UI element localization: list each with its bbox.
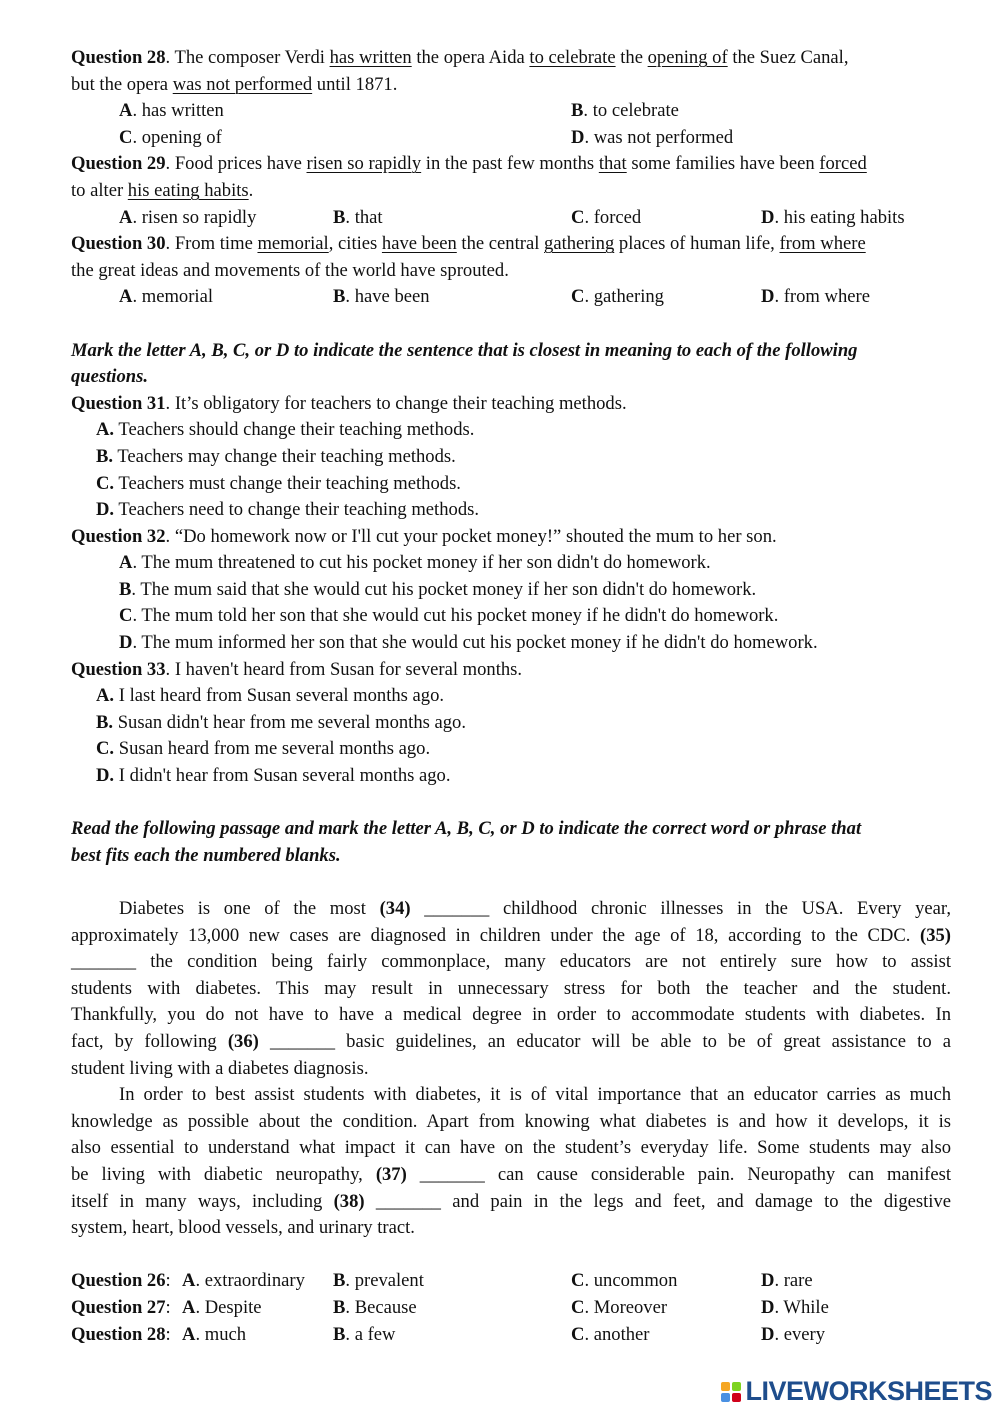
blank-34: (34) (379, 898, 411, 919)
underlined-phrase: have been (381, 233, 457, 255)
question-label: Question 28 (71, 47, 166, 68)
question-28-stem: Question 28. The composer Verdi has written the opera Aida to celebrate the opening of the Suez Canal, (71, 47, 849, 68)
reading-passage: Diabetes is one of the most (34) _______ childhood chronic illnesses in the USA. Every year, approximately 13,000 new cases are diagnosed in children under the age of 18, according to the CDC. (35) _______ the condition being fairly commonplace, many educators are not entirely sure how to assist students with diabetes. This may result in unnecessary stress for both the teacher and the student. Thankfully, you do not have to have a medical degree in order to accommodate students with diabetes. In fact, by following (36) _______ basic guidelines, an educator will be able to be of great assistance to a student living with a diabetes diagnosis. In order to best assist students with diabetes, it is of vital importance that an educator carries as much knowledge as possible about the condition. Apart from knowing what diabetes is and how it develops, it is also essential to understand what impact it can have on the student’s everyday life. Some students may also be living with diabetic neuropathy, (37) _______ can cause considerable pain. Neuropathy can manifest itself in many ways, including (38) _______ and pain in the legs and feet, and damage to the digestive system, heart, blood vessels, and urinary tract. (71, 898, 952, 1239)
option-b[interactable]: B. Teachers may change their teaching methods. (96, 445, 456, 467)
option-b[interactable]: B. Susan didn't hear from me several months ago. (96, 711, 466, 733)
section-instruction: questions. (71, 366, 148, 388)
underlined-phrase: gathering (544, 233, 615, 255)
option-c[interactable]: C. Moreover (571, 1296, 668, 1318)
option-b[interactable]: B. to celebrate (571, 100, 679, 122)
underlined-phrase: that (598, 153, 627, 175)
question-28-options-row2 (71, 125, 951, 152)
option-c[interactable]: C. opening of (119, 126, 222, 148)
question-32-stem: Question 32. “Do homework now or I'll cut your pocket money!” shouted the mum to her son. (71, 525, 777, 547)
underlined-phrase: forced (819, 153, 867, 175)
option-b[interactable]: B. Because (333, 1296, 417, 1318)
option-d[interactable]: D. was not performed (571, 126, 734, 148)
option-d[interactable]: D. The mum informed her son that she would cut his pocket money if he didn't do homework. (119, 632, 818, 654)
underlined-phrase: to celebrate (529, 47, 616, 68)
option-a[interactable]: A. much (182, 1323, 247, 1345)
underlined-phrase: has written (329, 47, 412, 68)
section-instruction: Read the following passage and mark the letter A, B, C, or D to indicate the correct word or phrase that (71, 818, 862, 840)
question-label: Question 30 (71, 233, 166, 255)
underlined-phrase: from where (779, 233, 866, 255)
logo-text: LIVEWORKSHEETS (745, 1376, 992, 1406)
option-c[interactable]: C. gathering (571, 286, 664, 308)
question-30-options (71, 284, 951, 311)
answer-row (71, 1322, 951, 1349)
blank-36: (36) (227, 1030, 259, 1052)
blank-35: (35) (920, 924, 951, 946)
underlined-phrase: was not performed (172, 73, 313, 95)
option-c[interactable]: C. another (571, 1323, 650, 1345)
question-label: Question 33 (71, 658, 166, 680)
option-b[interactable]: B. that (333, 206, 383, 228)
answer-question-label: Question 27: (71, 1296, 171, 1318)
section-instruction: best fits each the numbered blanks. (71, 844, 341, 866)
blank-38: (38) (333, 1190, 365, 1212)
option-c[interactable]: C. The mum told her son that she would cut his pocket money if he didn't do homework. (119, 605, 779, 627)
question-28-options-row1 (71, 98, 951, 125)
logo-grid-icon (721, 1382, 741, 1402)
option-a[interactable]: A. risen so rapidly (119, 206, 257, 228)
option-d[interactable]: D. I didn't hear from Susan several months ago. (96, 765, 451, 787)
question-29-stem: Question 29. Food prices have risen so rapidly in the past few months that some families have been forced (71, 153, 867, 175)
question-29-options (71, 205, 951, 232)
option-c[interactable]: C. forced (571, 206, 642, 228)
question-33-stem: Question 33. I haven't heard from Susan for several months. (71, 658, 523, 680)
underlined-phrase: memorial (257, 233, 329, 255)
option-d[interactable]: D. Teachers need to change their teaching methods. (96, 499, 479, 521)
option-c[interactable]: C. uncommon (571, 1270, 678, 1292)
underlined-phrase: opening of (647, 47, 728, 68)
option-d[interactable]: D. rare (761, 1270, 813, 1292)
option-b[interactable]: B. The mum said that she would cut his pocket money if her son didn't do homework. (119, 578, 757, 600)
question-label: Question 31 (71, 392, 166, 414)
question-label: Question 29 (71, 153, 166, 175)
option-c[interactable]: C. Susan heard from me several months ago. (96, 738, 431, 760)
blank-37: (37) (375, 1163, 407, 1185)
option-d[interactable]: D. While (761, 1296, 829, 1318)
option-a[interactable]: A. Teachers should change their teaching methods. (96, 419, 475, 441)
answer-question-label: Question 26: (71, 1270, 171, 1292)
answer-question-label: Question 28: (71, 1323, 171, 1345)
option-a[interactable]: A. has written (119, 100, 224, 122)
option-a[interactable]: A. The mum threatened to cut his pocket money if her son didn't do homework. (119, 552, 711, 574)
option-c[interactable]: C. Teachers must change their teaching methods. (96, 472, 461, 494)
question-label: Question 32 (71, 525, 166, 547)
answer-row (71, 1268, 951, 1295)
option-b[interactable]: B. a few (333, 1323, 396, 1345)
answer-row (71, 1295, 951, 1322)
question-31-stem: Question 31. It’s obligatory for teachers to change their teaching methods. (71, 392, 627, 414)
option-d[interactable]: D. his eating habits (761, 206, 905, 228)
option-a[interactable]: A. extraordinary (182, 1270, 305, 1292)
option-d[interactable]: D. every (761, 1323, 826, 1345)
question-30-stem: Question 30. From time memorial, cities have been the central gathering places of human life, from where (71, 233, 866, 255)
worksheet-page: Question 28. The composer Verdi has written the opera Aida to celebrate the opening of the Suez Canal, but the opera was not performed until 1871. A. has written B. to celebrate C. opening of D. was not performed Question 29. Food prices have risen so rapidly in the past few months that some families have been forced to alter his eating habits. A. risen so rapidly B. that C. forced D. his eating habits Question 30. From time memorial, cities have been the central gathering places of human life, from where the great ideas and movements of the world have sprouted. A. memorial B. have been C. gathering D. from where Mark the letter A, B, C, or D to indicate the sentence that is closest in meaning to each of the following questions. Question 31. It’s obligatory for teachers to change their teaching methods. A. Teachers should change their teaching methods. B. Teachers may change their teaching methods. C. Teachers must change their teaching methods. D. Teachers need to change their teaching methods. Question 32. “Do homework now or I'll cut your pocket money!” shouted the mum to her son. A. The mum threatened to cut his pocket money if her son didn't do homework. B. The mum said that she would cut his pocket money if her son didn't do homework. C. The mum told her son that she would cut his pocket money if he didn't do homework. D. The mum informed her son that she would cut his pocket money if he didn't do homework. Question 33. I haven't heard from Susan for several months. A. I last heard from Susan several months ago. B. Susan didn't hear from me several months ago. C. Susan heard from me several months ago. D. I didn't hear from Susan several months ago. Read the following passage and mark the letter A, B, C, or D to indicate the correct word or phrase that best fits each the numbered blanks. Diabetes is one of the most (34) _______ childhood chronic illnesses in the USA. Every year, approximately 13,000 new cases are diagnosed in children under the age of 18, according to the CDC. (35) _______ the condition being fairly commonplace, many educators are not entirely sure how to assist students with diabetes. This may result in unnecessary stress for both the teacher and the student. Thankfully, you do not have to have a medical degree in order to accommodate students with diabetes. In fact, by following (36) _______ basic guidelines, an educator will be able to be of great assistance to a student living with a diabetes diagnosis. In order to best assist students with diabetes, it is of vital importance that an educator carries as much knowledge as possible about the condition. Apart from knowing what diabetes is and how it develops, it is also essential to understand what impact it can have on the student’s everyday life. Some students may also be living with diabetic neuropathy, (37) _______ can cause considerable pain. Neuropathy can manifest itself in many ways, including (38) _______ and pain in the legs and feet, and damage to the digestive system, heart, blood vessels, and urinary tract. Question 26: A. extraordinary B. prevalent C. uncommon D. rare Question 27: A. Despite B. Because C. Moreover D. While Question 28: A. much B. a few C. another D. every (71, 45, 951, 1348)
underlined-phrase: his eating habits (127, 179, 249, 201)
option-d[interactable]: D. from where (761, 286, 870, 308)
option-a[interactable]: A. I last heard from Susan several months ago. (96, 685, 445, 707)
section-instruction: Mark the letter A, B, C, or D to indicate the sentence that is closest in meaning to each of the following (71, 339, 858, 361)
option-b[interactable]: B. have been (333, 286, 430, 308)
liveworksheets-logo (721, 1376, 992, 1407)
option-b[interactable]: B. prevalent (333, 1270, 424, 1292)
underlined-phrase: risen so rapidly (306, 153, 422, 175)
option-a[interactable]: A. memorial (119, 286, 213, 308)
option-a[interactable]: A. Despite (182, 1296, 262, 1318)
